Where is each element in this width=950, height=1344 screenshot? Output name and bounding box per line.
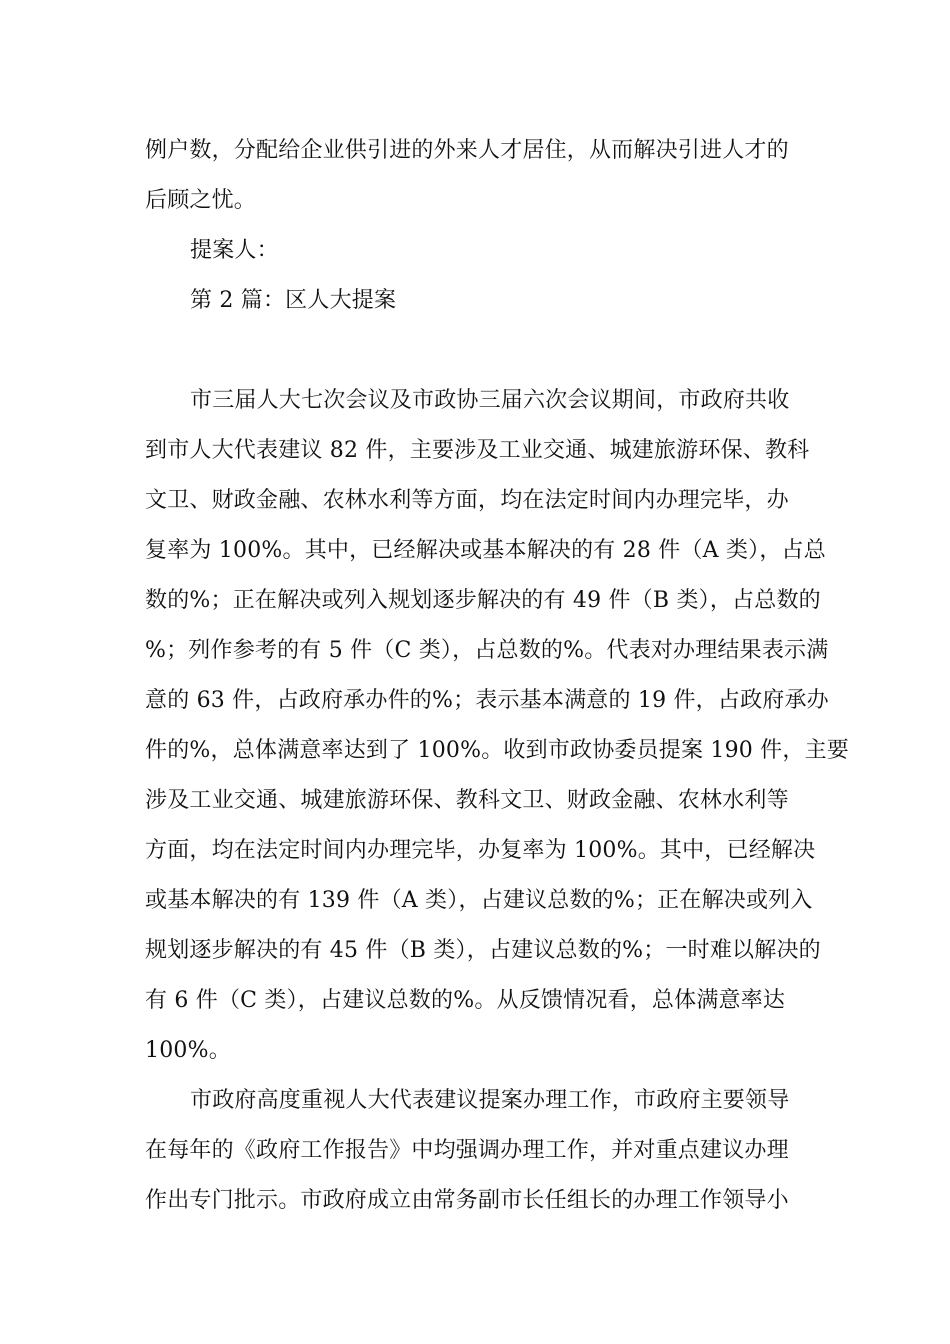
text-line: 例户数，分配给企业供引进的外来人才居住，从而解决引进人才的 [145,138,789,163]
paragraph-line: 在每年的《政府工作报告》中均强调办理工作，并对重点建议办理 [145,1138,789,1163]
paragraph-line: 件的%，总体满意率达到了 100%。收到市政协委员提案 190 件，主要 [145,738,849,763]
paragraph-line: 涉及工业交通、城建旅游环保、教科文卫、财政金融、农林水利等 [145,788,789,813]
paragraph-line: 到市人大代表建议 82 件，主要涉及工业交通、城建旅游环保、教科 [145,438,810,463]
paragraph-line: 或基本解决的有 139 件（A 类），占建议总数的%；正在解决或列入 [145,888,813,913]
section-heading: 第 2 篇：区人大提案 [190,288,397,313]
paragraph-line: 数的%；正在解决或列入规划逐步解决的有 49 件（B 类），占总数的 [145,588,821,613]
text-line: 后顾之忧。 [145,188,257,213]
paragraph-line: %；列作参考的有 5 件（C 类），占总数的%。代表对办理结果表示满 [145,638,829,663]
paragraph-line: 规划逐步解决的有 45 件（B 类），占建议总数的%；一时难以解决的 [145,938,821,963]
paragraph-line: 方面，均在法定时间内办理完毕，办复率为 100%。其中，已经解决 [145,838,816,863]
paragraph-line: 市政府高度重视人大代表建议提案办理工作，市政府主要领导 [190,1088,790,1113]
proposer-label: 提案人： [190,238,279,263]
paragraph-line: 文卫、财政金融、农林水利等方面，均在法定时间内办理完毕，办 [145,488,789,513]
paragraph-line: 市三届人大七次会议及市政协三届六次会议期间，市政府共收 [190,388,790,413]
paragraph-line: 复率为 100%。其中，已经解决或基本解决的有 28 件（A 类），占总 [145,538,826,563]
paragraph-line: 有 6 件（C 类），占建议总数的%。从反馈情况看，总体满意率达 [145,988,786,1013]
paragraph-line: 作出专门批示。市政府成立由常务副市长任组长的办理工作领导小 [145,1188,789,1213]
paragraph-line: 意的 63 件，占政府承办件的%；表示基本满意的 19 件，占政府承办 [145,688,829,713]
paragraph-line: 100%。 [145,1038,231,1063]
